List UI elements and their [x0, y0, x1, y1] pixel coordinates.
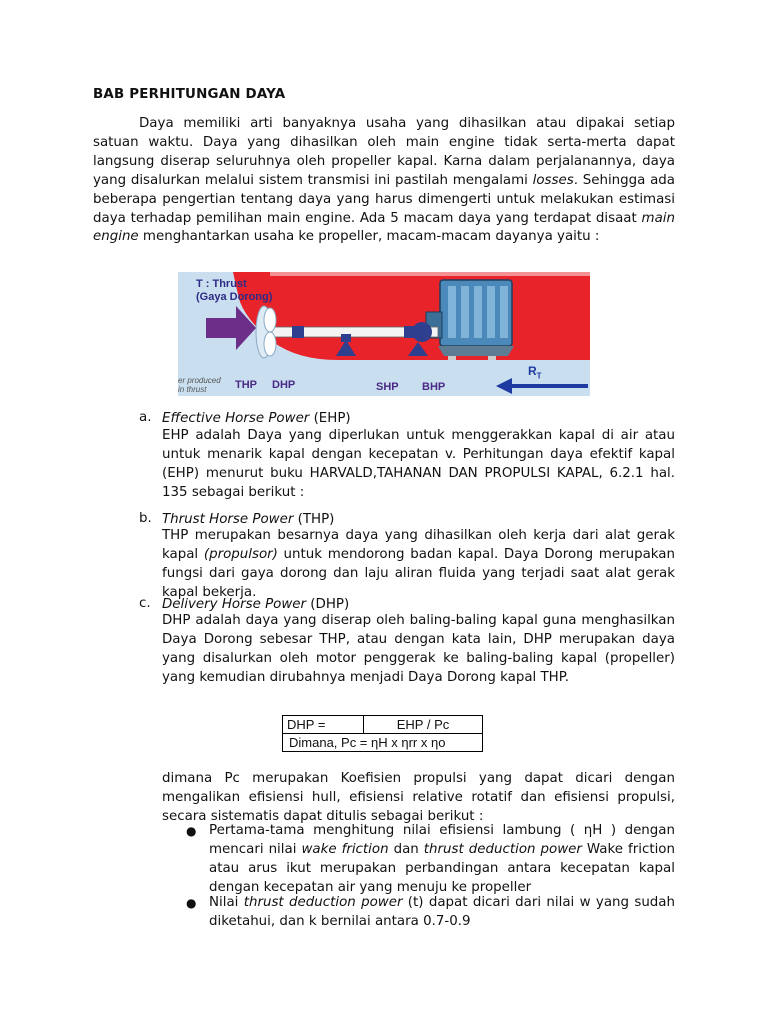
dhp-title: Delivery Horse Power [162, 597, 307, 612]
intro-emphasis-main-engine: main engine [93, 210, 675, 245]
thrust-label-line2: (Gaya Dorong) [196, 291, 273, 303]
ship-hull [233, 272, 590, 360]
intro-text-1: Daya memiliki arti banyaknya usaha yang dihasilkan atau dipakai setiap satuan waktu. Daya yang dihasilkan oleh main engine tidak serta-merta dapat langsung diserap seluruhnya oleh propeller kapal. Karna dalam perjalanannya, daya yang disalurkan melalui sistem transmisi ini pastilah mengalami [93, 116, 675, 188]
list-item-thp-body: THP merupakan besarnya daya yang dihasilkan oleh kerja dari alat gerak kapal (propulsor) untuk mendorong badan kapal. Daya Dorong merupakan fungsi dari gaya dorong dan laju aliran fluida yang terjadi saat alat gerak kapal bekerja. [162, 528, 675, 600]
thrust-label [196, 278, 272, 304]
section-title: BAB PERHITUNGAN DAYA [93, 87, 286, 102]
list-item-thp-heading: Thrust Horse Power (THP) [162, 512, 335, 527]
thp-title: Thrust Horse Power [162, 512, 294, 527]
bullet-icon: ● [186, 896, 197, 910]
bullet-item-wake-friction: Pertama-tama menghitung nilai efisiensi lambung ( ηH ) dengan mencari nilai wake friction dan thrust deduction power Wake friction atau arus ikut merupakan perbandingan antara kecepatan kapal dengan kecepatan air yang menuju ke propeller [209, 823, 675, 895]
list-marker-c: c. [139, 596, 151, 611]
ehp-title: Effective Horse Power [162, 411, 310, 426]
intro-text-3: menghantarkan usaha ke propeller, macam-macam dayanya yaitu : [138, 229, 600, 245]
figure-caption: er produced in thrust [178, 376, 221, 394]
list-item-dhp-heading: Delivery Horse Power (DHP) [162, 597, 350, 612]
formula-box [282, 715, 483, 752]
propulsion-diagram [178, 272, 590, 396]
thrust-label-line1: T : Thrust [196, 278, 247, 290]
shp-label: SHP [376, 381, 399, 393]
list-item-ehp-body: EHP adalah Daya yang diperlukan untuk menggerakkan kapal di air atau untuk menarik kapal dengan kecepatan v. Perhitungan daya efektif kapal (EHP) menurut buku HARVALD,TAHANAN DAN PROPULSI KAPAL, 6.2.1 hal. 135 sebagai berikut : [162, 428, 675, 500]
bullet-item-thrust-deduction: Nilai thrust deduction power (t) dapat dicari dari nilai w yang sudah diketahui, dan k bernilai antara 0.7-0.9 [209, 895, 675, 929]
intro-text-2: . Sehingga ada beberapa pengertian tentang daya yang harus dimengerti untuk melakukan estimasi daya terhadap pemilihan main engine. Ada 5 macam daya yang terdapat disaat [93, 172, 675, 226]
formula-definition: Dimana, Pc = ηH x ηrr x ηo [283, 734, 483, 752]
formula-lhs: DHP = [283, 716, 364, 734]
thp-label: THP [235, 379, 257, 391]
rt-label: $R_T$ [528, 364, 542, 381]
intro-emphasis-losses: losses [532, 172, 574, 188]
list-marker-b: b. [139, 511, 152, 526]
list-item-dhp-body: DHP adalah daya yang diserap oleh baling-baling kapal guna menghasilkan Daya Dorong sebesar THP, atau dengan kata lain, DHP merupakan daya yang disalurkan oleh motor penggerak ke baling-baling kapal (propeller) yang kemudian dirubahnya menjadi Daya Dorong kapal THP. [162, 613, 675, 685]
after-formula-paragraph: dimana Pc merupakan Koefisien propulsi yang dapat dicari dengan mengalikan efisiensi hull, efisiensi relative rotatif dan efisiensi propulsi, secara sistematis dapat ditulis sebagai berikut : [162, 771, 675, 824]
bhp-label: BHP [422, 381, 446, 393]
list-item-ehp-heading: Effective Horse Power (EHP) [162, 411, 351, 426]
bullet-icon: ● [186, 824, 197, 838]
list-marker-a: a. [139, 410, 152, 425]
dhp-label: DHP [272, 379, 296, 391]
formula-rhs: EHP / Pc [364, 716, 483, 734]
intro-paragraph [93, 115, 675, 247]
